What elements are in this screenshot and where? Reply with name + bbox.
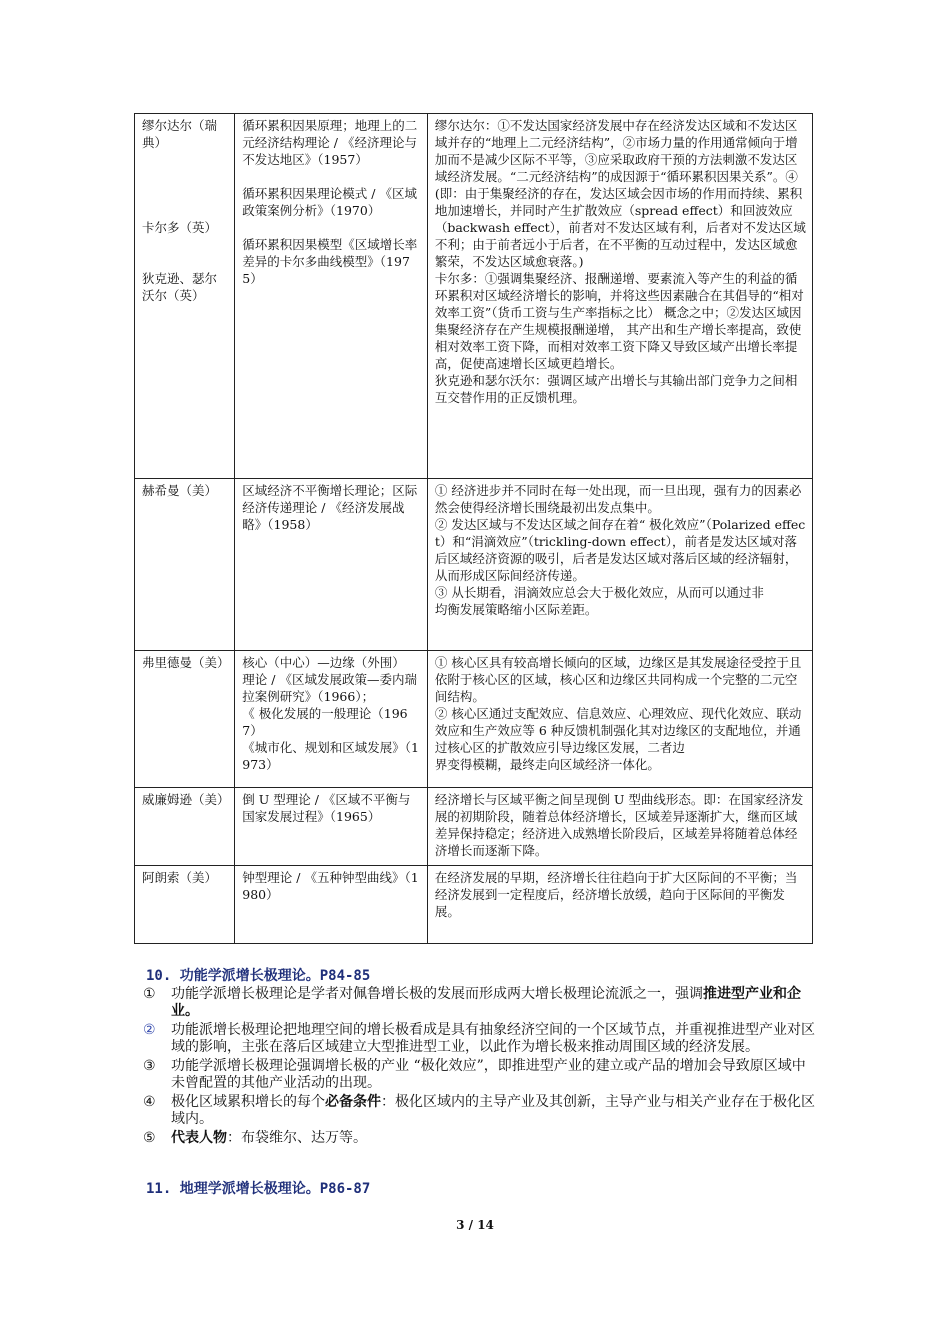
author-name: 赫希曼（美） — [142, 483, 218, 498]
author-name: 弗里德曼（美） — [142, 655, 230, 670]
description-cell — [427, 866, 812, 944]
work-cell — [235, 866, 428, 944]
description-text: 在经济发展的早期，经济增长往往趋向于扩大区际间的不平衡；当经济发展到一定程度后，经济增长放缓，趋向于区际间的平衡发展。 — [434, 870, 798, 919]
work-text: 循环累积因果模型《区域增长率差异的卡尔多曲线模型》（1975） — [242, 237, 418, 286]
description-text: 缪尔达尔：①不发达国家经济发展中存在经济发达区域和不发达区域并存的“地理上二元经济结构”，②市场力量的作用通常倾向于增加而不是减少区际不平等，③应采取政府干预的方法刺激不发达区域经济发展。“二元经济结构”的成因源于“循环累积因果关系”。④(即：由于集聚经济的存在，发达区域会因市场的作用而持续、累积地加速增长，并同时产生扩散效应（spread effect）和回波效应（backwash effect），前者对不发达区域有利，后者对不发达区域不利；由于前者远小于后者，在不平衡的互动过程中，发达区域愈繁荣，不发达区域愈衰落。) — [434, 118, 806, 269]
list-item: ② 功能派增长极理论把地理空间的增长极看成是具有抽象经济空间的一个区域节点，并重视推进型产业对区域的影响，主张在落后区域建立大型推进型工业，以此作为增长极来推动周围区域的经济发展。 — [143, 1022, 815, 1055]
description-text: 狄克逊和瑟尔沃尔：强调区域产出增长与其输出部门竞争力之间相互交替作用的正反馈机理。 — [434, 373, 798, 405]
author-name: 阿朗索（美） — [142, 870, 218, 885]
work-cell — [235, 788, 428, 866]
description-cell — [427, 114, 812, 479]
page-number: 3 / 14 — [456, 1218, 494, 1232]
list-item: ⑤ 代表人物：布袋维尔、达万等。 — [143, 1130, 367, 1146]
author-cell — [135, 114, 235, 479]
work-text: 钟型理论 / 《五种钟型曲线》（1980） — [242, 870, 419, 902]
description-cell — [427, 479, 812, 651]
description-text: 卡尔多：①强调集聚经济、报酬递增、要素流入等产生的利益的循环累积对区域经济增长的影响，并将这些因素融合在其倡导的“相对效率工资”（货币工资与生产率指标之比） 概念之中；②发达区域因集聚经济存在产生规模报酬递增， 其产出和生产增长率提高，致使相对效率工资下降，而相对效率工资下降又导致区域产出增长率提高，促使高速增长区域更趋增长。 — [434, 271, 804, 371]
description-text: ③ 从长期看，涓滴效应总会大于极化效应，从而可以通过非 — [434, 585, 764, 600]
author-name: 狄克逊、瑟尔沃尔（英） — [142, 271, 218, 303]
table-row — [135, 114, 813, 479]
description-cell — [427, 651, 812, 788]
work-cell — [235, 651, 428, 788]
description-text: 经济增长与区域平衡之间呈现倒 U 型曲线形态。即：在国家经济发展的初期阶段，随着总体经济增长，区域差异逐渐扩大，继而区域差异保持稳定；经济进入成熟增长阶段后，区域差异将随着总体经济增长而逐渐下降。 — [434, 792, 804, 858]
work-text: 《 极化发展的一般理论（1967） — [242, 706, 408, 738]
description-text: ② 发达区域与不发达区域之间存在着“ 极化效应”（Polarized effect）和“涓滴效应”（trickling-down effect），前者是发达区域对落后区域经济资源的吸引，后者是发达区域对落后区域的经济辐射，从而形成区际间经济传递。 — [434, 517, 806, 583]
work-text: 循环累积因果理论模式 / 《区域政策案例分析》（1970） — [242, 186, 417, 218]
list-item: ④ 极化区域累积增长的每个必备条件：极化区域内的主导产业及其创新，主导产业与相关产业存在于极化区域内。 — [143, 1094, 815, 1127]
work-text: 《城市化、规划和区域发展》（1973） — [242, 740, 419, 772]
list-item: ① 功能学派增长极理论是学者对佩鲁增长极的发展而形成两大增长极理论流派之一，强调推进型产业和企业。 — [143, 986, 801, 1019]
author-cell — [135, 651, 235, 788]
work-text: 循环累积因果原理；地理上的二元经济结构理论 / 《经济理论与不发达地区》（1957） — [242, 118, 418, 167]
theory-table — [134, 113, 813, 944]
description-text: 界变得模糊，最终走向区域经济一体化。 — [434, 757, 660, 772]
author-name: 缪尔达尔（瑞典） — [142, 118, 218, 150]
work-text: 核心（中心）—边缘（外围） 理论 / 《区域发展政策—委内瑞拉案例研究》（1966）； — [242, 655, 417, 704]
table-row — [135, 651, 813, 788]
table-row — [135, 866, 813, 944]
table-row — [135, 479, 813, 651]
author-cell — [135, 788, 235, 866]
list-item: ③ 功能学派增长极理论强调增长极的产业 “极化效应”，即推进型产业的建立或产品的增加会导致原区域中未曾配置的其他产业活动的出现。 — [143, 1058, 806, 1091]
description-text: 均衡发展策略缩小区际差距。 — [434, 602, 598, 617]
author-cell — [135, 479, 235, 651]
work-cell — [235, 114, 428, 479]
description-text: ② 核心区通过支配效应、信息效应、心理效应、现代化效应、联动效应和生产效应等 6 种反馈机制强化其对边缘区的支配地位，并通过核心区的扩散效应引导边缘区发展，二者边 — [434, 706, 802, 755]
author-name: 威廉姆逊（美） — [142, 792, 230, 807]
author-name: 卡尔多（英） — [142, 220, 218, 235]
section-11-heading: 11. 地理学派增长极理论。P86-87 — [146, 1181, 371, 1197]
author-cell — [135, 866, 235, 944]
description-cell — [427, 788, 812, 866]
work-text: 倒 U 型理论 / 《区域不平衡与国家发展过程》（1965） — [242, 792, 411, 824]
work-cell — [235, 479, 428, 651]
section-10-list — [143, 986, 815, 1149]
description-text: ① 经济进步并不同时在每一处出现，而一旦出现，强有力的因素必然会使得经济增长围绕最初出发点集中。 — [434, 483, 802, 515]
work-text: 区域经济不平衡增长理论；区际经济传递理论 / 《经济发展战略》（1958） — [242, 483, 418, 532]
section-10-heading: 10. 功能学派增长极理论。P84-85 — [146, 968, 371, 984]
table-row — [135, 788, 813, 866]
description-text: ① 核心区具有较高增长倾向的区域，边缘区是其发展途径受控于且依附于核心区的区域，核心区和边缘区共同构成一个完整的二元空间结构。 — [434, 655, 802, 704]
